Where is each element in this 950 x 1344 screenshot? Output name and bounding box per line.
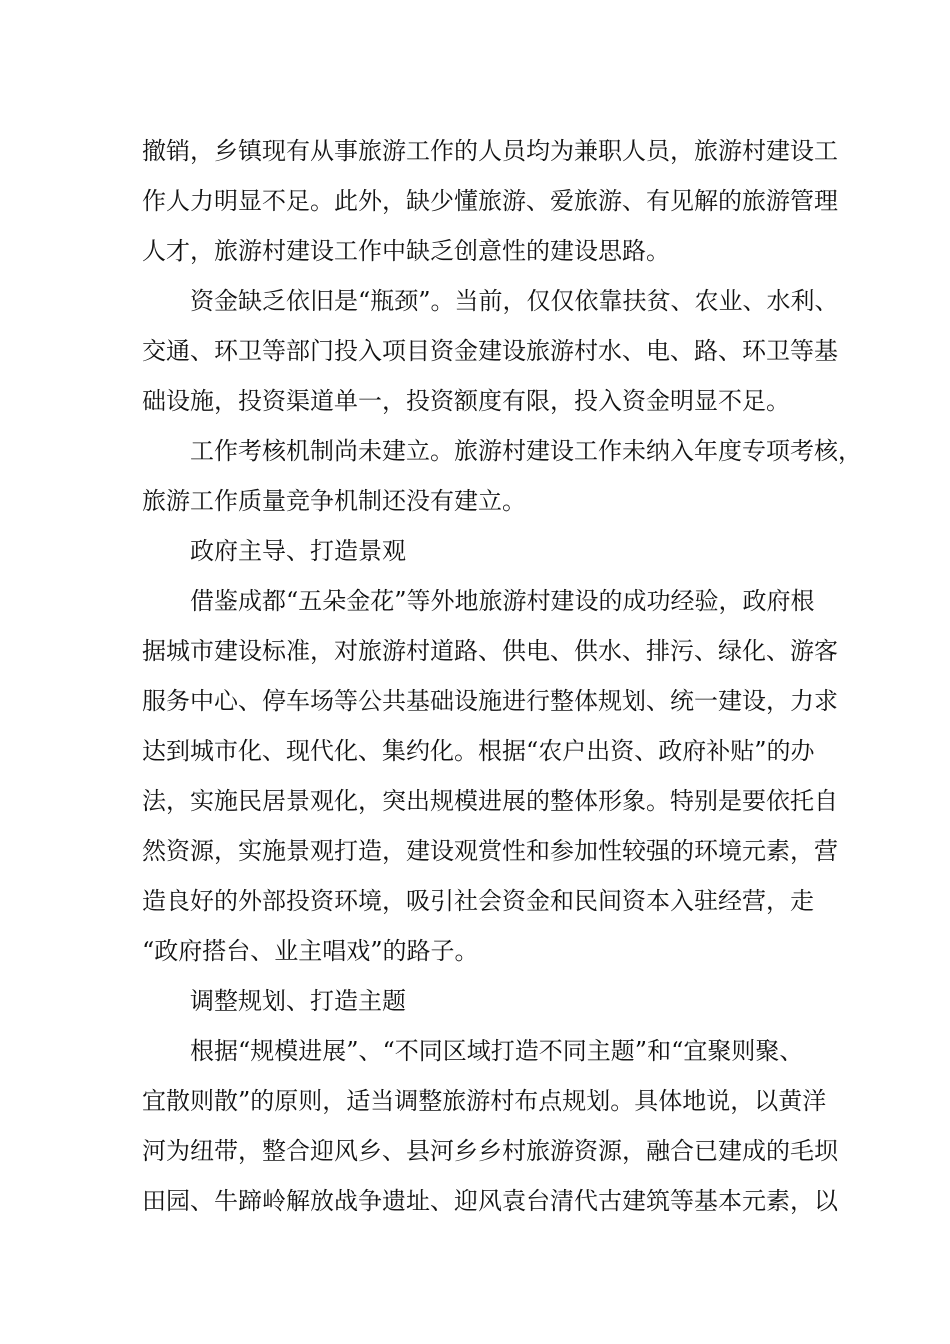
text-line: 础设施，投资渠道单一，投资额度有限，投入资金明显不足。	[142, 387, 790, 415]
text-line: 根据“规模进展”、“不同区域打造不同主题”和“宜聚则聚、	[190, 1037, 804, 1065]
text-line: 达到城市化、现代化、集约化。根据“农户出资、政府补贴”的办	[142, 737, 815, 765]
text-line: 法，实施民居景观化，突出规模进展的整体形象。特别是要依托自	[142, 787, 838, 815]
text-line: 河为纽带，整合迎风乡、县河乡乡村旅游资源，融合已建成的毛坝	[142, 1137, 838, 1165]
text-line: 宜散则散”的原则，适当调整旅游村布点规划。具体地说，以黄洋	[142, 1087, 827, 1115]
section-heading: 政府主导、打造景观	[190, 537, 406, 565]
text-line: 交通、环卫等部门投入项目资金建设旅游村水、电、路、环卫等基	[142, 337, 838, 365]
text-line: 据城市建设标准，对旅游村道路、供电、供水、排污、绿化、游客	[142, 637, 838, 665]
text-line: 资金缺乏依旧是“瓶颈”。当前，仅仅依靠扶贫、农业、水利、	[190, 287, 839, 315]
text-line: 服务中心、停车场等公共基础设施进行整体规划、统一建设，力求	[142, 687, 838, 715]
text-line: 田园、牛蹄岭解放战争遗址、迎风袁台清代古建筑等基本元素，以	[142, 1187, 838, 1215]
text-line: 造良好的外部投资环境，吸引社会资金和民间资本入驻经营，走	[142, 887, 814, 915]
text-line: 旅游工作质量竞争机制还没有建立。	[142, 487, 526, 515]
text-line: “政府搭台、业主唱戏”的路子。	[142, 937, 479, 965]
text-line: 借鉴成都“五朵金花”等外地旅游村建设的成功经验，政府根	[190, 587, 815, 615]
text-line: 撤销，乡镇现有从事旅游工作的人员均为兼职人员，旅游村建设工	[142, 137, 838, 165]
text-line: 然资源，实施景观打造，建设观赏性和参加性较强的环境元素，营	[142, 837, 838, 865]
section-heading: 调整规划、打造主题	[190, 987, 406, 1015]
text-line: 人才，旅游村建设工作中缺乏创意性的建设思路。	[142, 237, 670, 265]
text-line: 作人力明显不足。此外，缺少懂旅游、爱旅游、有见解的旅游管理	[142, 187, 838, 215]
text-line: 工作考核机制尚未建立。旅游村建设工作未纳入年度专项考核，	[190, 437, 862, 465]
